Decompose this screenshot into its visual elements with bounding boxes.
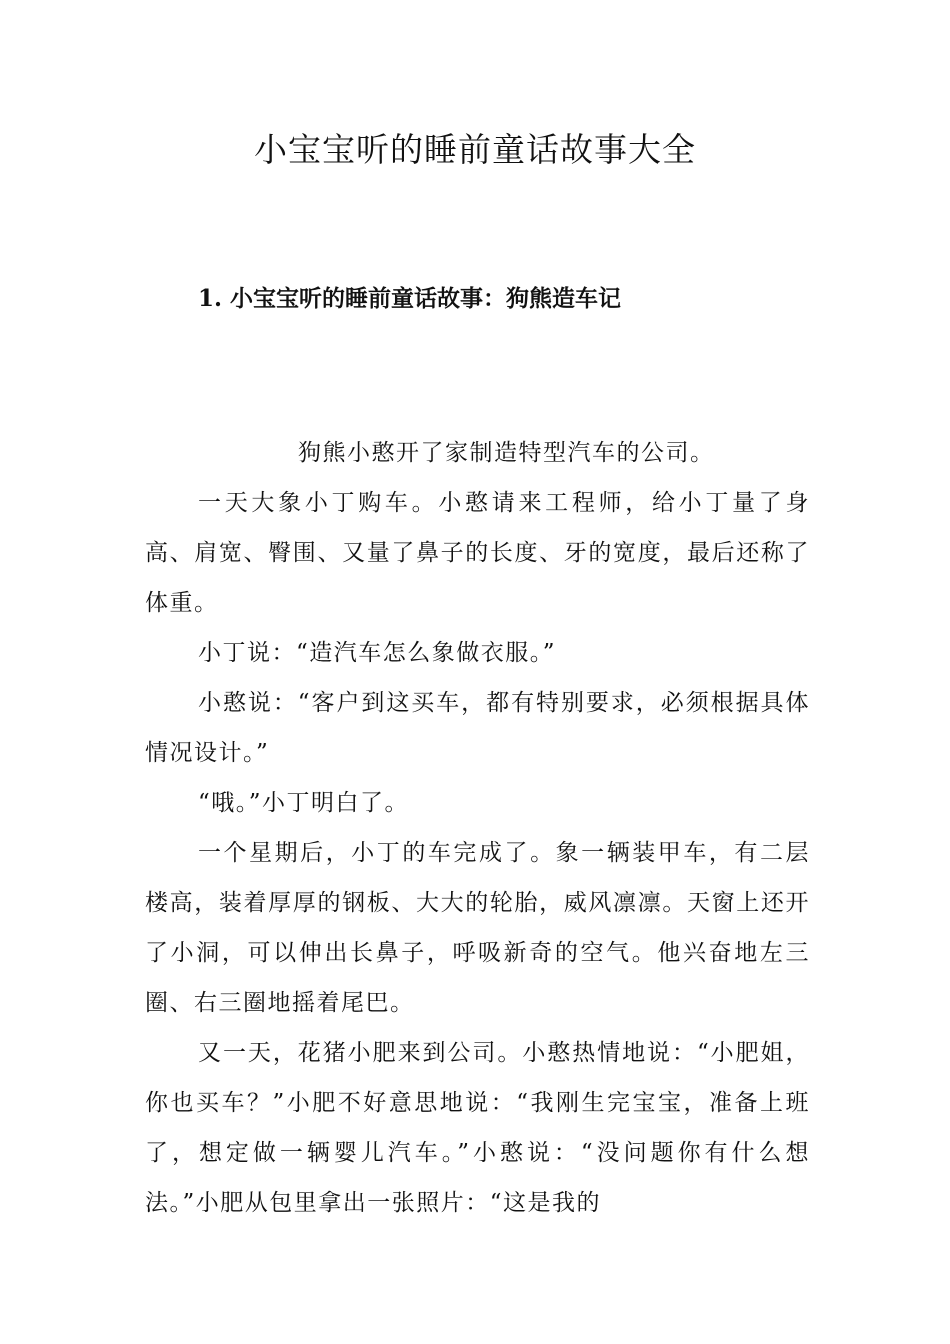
section-heading: 1. 小宝宝听的睡前童话故事：狗熊造车记 [198, 285, 622, 312]
paragraph: “哦。”小丁明白了。 [198, 790, 410, 816]
paragraph: 狗熊小憨开了家制造特型汽车的公司。 [298, 440, 715, 466]
paragraph: 又一天，花猪小肥来到公司。小憨热情地说：“小肥姐，你也买车？”小肥不好意思地说：“我刚生完宝宝，准备上班了，想定做一辆婴儿汽车。”小憨说：“没问题你有什么想法。”小肥从包里拿出一张照片：“这是我的 [145, 1040, 810, 1216]
paragraph: 一个星期后，小丁的车完成了。象一辆装甲车，有二层楼高，装着厚厚的钢板、大大的轮胎，威风凛凛。天窗上还开了小洞，可以伸出长鼻子，呼吸新奇的空气。他兴奋地左三圈、右三圈地摇着尾巴。 [145, 840, 810, 1016]
story-body [145, 428, 810, 1228]
paragraph: 一天大象小丁购车。小憨请来工程师，给小丁量了身高、肩宽、臀围、又量了鼻子的长度、牙的宽度，最后还称了体重。 [145, 490, 810, 616]
document-title: 小宝宝听的睡前童话故事大全 [254, 130, 696, 169]
paragraph: 小憨说：“客户到这买车，都有特别要求，必须根据具体情况设计。” [145, 690, 810, 766]
paragraph: 小丁说：“造汽车怎么象做衣服。” [198, 640, 557, 666]
